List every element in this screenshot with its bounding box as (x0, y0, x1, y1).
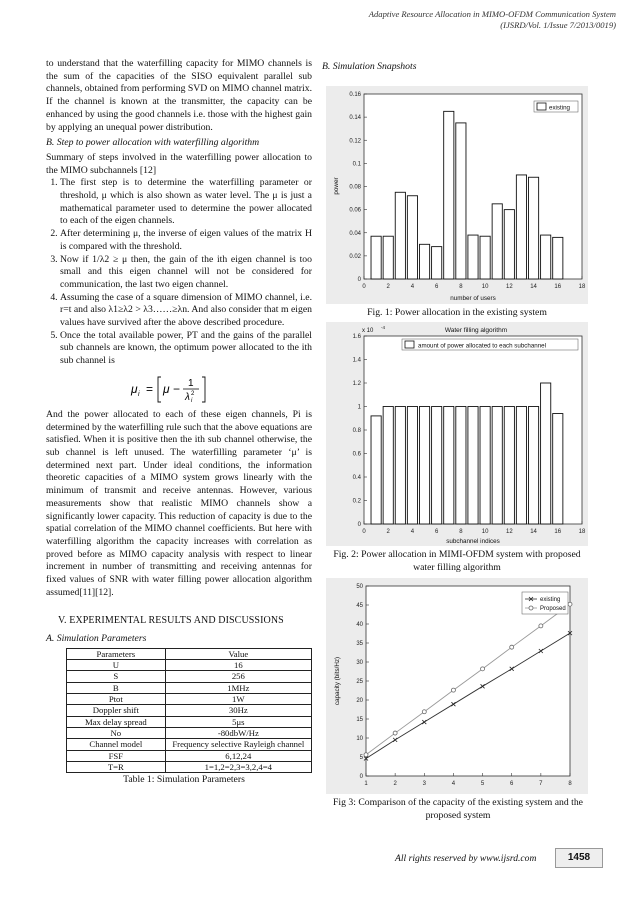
y-exponent-power: -4 (381, 325, 386, 330)
table-row (67, 705, 312, 716)
x-tick-label: 5 (480, 781, 485, 787)
section-heading-v: V. EXPERIMENTAL RESULTS AND DISCUSSIONS (58, 615, 284, 627)
x-tick-label: 12 (505, 284, 513, 290)
power-bar (383, 236, 393, 279)
eq-numerator: 1 (188, 377, 194, 389)
table-cell: 16 (165, 660, 311, 671)
body-paragraph: And the power allocated to each of these eigen channels, Pi is determined by the waterfilling rule such that the above equations are satisfied. When it is positive then the ith sub channel otherwise, the sub channel is left unused. The waterfilling parameter ‘μ’ is determined next part. Under ideal conditions, the information theoretic capacities of a MIMO system grows linearly with the minimum of transmit and receive antennas. However, various measurements show that realistic MIMO channels show a significantly lower capacity. This reduction of capacity is due to the spatial correlation of the MIMO channel coefficients. But here with waterfilling algorithm the capacity increases with correlation as proved before as MIMO capacity analysis with respect to linear increment in number of transmitting and receiving antennas for fixed values of SNR with water filling power allocation algorithm assumed[11][12]. (46, 408, 312, 598)
y-tick-label: 0.16 (349, 92, 361, 98)
subchannel-power-bar (407, 407, 417, 525)
power-bar (480, 236, 490, 279)
y-tick-label: 0.06 (349, 207, 361, 214)
data-point-proposed (393, 731, 397, 735)
table-row (67, 761, 312, 772)
data-point-proposed (510, 645, 514, 649)
legend-label: existing (540, 597, 561, 603)
data-point-proposed (481, 667, 485, 671)
y-tick-label: 10 (356, 736, 363, 742)
running-header (369, 9, 616, 31)
figure-3-capacity-comparison (326, 578, 588, 794)
power-bar (541, 235, 551, 279)
y-axis-label: capacity (bits/Hz) (334, 656, 341, 706)
table-row (67, 727, 312, 738)
figure-1-caption: Fig. 1: Power allocation in the existing system (367, 307, 547, 318)
subchannel-power-bar (419, 407, 429, 525)
y-tick-label: 0.8 (352, 428, 361, 434)
eq-den-sup: 2 (191, 390, 195, 397)
power-bar (371, 236, 381, 279)
table-row (67, 660, 312, 671)
eq-lhs-sub: i (138, 390, 140, 398)
table-header-cell: Parameters (67, 648, 166, 659)
footer-rights: All rights reserved by www.ijsrd.com (395, 853, 537, 864)
table-row (67, 682, 312, 693)
subsection-heading-b: B. Step to power allocation with waterfilling algorithm (46, 137, 260, 149)
x-tick-label: 16 (554, 529, 562, 535)
y-tick-label: 0 (357, 522, 361, 528)
y-tick-label: 50 (356, 584, 363, 590)
x-tick-label: 14 (530, 284, 537, 290)
x-tick-label: 2 (386, 284, 390, 290)
y-tick-label: 0.4 (352, 475, 361, 481)
y-tick-label: 0.1 (352, 161, 361, 168)
table-cell: -80dbW/Hz (165, 727, 311, 738)
x-tick-label: 8 (568, 781, 572, 787)
figure-2-caption: Fig. 2: Power allocation in MIMI-OFDM system with proposed water filling algorithm (333, 549, 581, 573)
subsection-heading-a: A. Simulation Parameters (46, 633, 147, 645)
x-tick-label: 0 (362, 529, 366, 535)
y-tick-label: 5 (359, 755, 363, 761)
step-item: 1. The first step is to determine the waterfilling parameter or threshold, μ which is also shown as water level. The μ is just a mathematical parameter used to determine the power allocated to each of the eigen channels. (60, 177, 312, 228)
y-tick-label: 40 (356, 622, 363, 628)
subchannel-power-bar (432, 407, 442, 525)
y-tick-label: 0.14 (349, 115, 361, 122)
subchannel-power-bar (383, 407, 393, 525)
x-tick-label: 0 (362, 284, 366, 290)
y-exponent-label: x 10 (362, 328, 374, 334)
x-tick-label: 2 (386, 529, 390, 535)
step-item: 2. After determining μ, the inverse of eigen values of the matrix H is compared with the threshold. (60, 228, 312, 253)
y-tick-label: 0.08 (349, 184, 361, 191)
subsection-heading-snapshots: B. Simulation Snapshots (322, 61, 417, 72)
x-tick-label: 4 (451, 781, 456, 787)
x-tick-label: 18 (578, 529, 586, 535)
table-cell: S (67, 671, 166, 682)
eq-right-bracket (202, 377, 205, 402)
y-tick-label: 0.2 (352, 498, 361, 505)
table-cell: 1MHz (165, 682, 311, 693)
table-row (67, 671, 312, 682)
x-tick-label: 14 (530, 529, 537, 535)
y-tick-label: 25 (356, 679, 363, 685)
x-tick-label: 6 (434, 529, 439, 535)
y-tick-label: 30 (356, 660, 363, 666)
header-title: Adaptive Resource Allocation in MIMO-OFDM Communication System (368, 9, 616, 19)
table-cell: T=R (67, 761, 166, 772)
table-row (67, 694, 312, 705)
y-tick-label: 0.12 (349, 138, 361, 145)
figure-2-power-proposed (326, 322, 588, 546)
power-bar (516, 175, 526, 279)
power-bar (504, 210, 514, 279)
table-cell: Doppler shift (67, 705, 166, 716)
x-axis-label: subchannel indices (446, 538, 500, 545)
steps-list (46, 177, 312, 368)
table-cell: Frequency selective Rayleigh channel (165, 739, 311, 750)
x-tick-label: 4 (410, 284, 415, 290)
table-cell: 30Hz (165, 705, 311, 716)
table-cell: Channel model (67, 739, 166, 750)
y-tick-label: 45 (356, 603, 363, 609)
left-column (46, 58, 312, 787)
table-cell: U (67, 660, 166, 671)
power-bar (395, 192, 405, 279)
power-bar (419, 244, 429, 279)
x-tick-label: 2 (393, 781, 397, 787)
figure-1-power-existing (326, 86, 588, 304)
summary-paragraph: Summary of steps involved in the waterfilling power allocation to the MIMO subchannels [12] (46, 151, 312, 176)
x-tick-label: 8 (459, 529, 463, 535)
power-bar (553, 237, 563, 279)
x-tick-label: 1 (364, 781, 368, 787)
subchannel-power-bar (395, 407, 405, 525)
header-citation: (IJSRD/Vol. 1/Issue 7/2013/0019) (500, 20, 616, 30)
table-caption: Table 1: Simulation Parameters (123, 774, 245, 786)
table-cell: 256 (165, 671, 311, 682)
subchannel-power-bar (468, 407, 478, 525)
right-column (322, 58, 594, 76)
table-cell: B (67, 682, 166, 693)
subchannel-power-bar (456, 407, 466, 525)
data-point-proposed (422, 710, 426, 714)
step-item: 4. Assuming the case of a square dimension of MIMO channel, i.e. r=t and also λ1≥λ2 > λ3……≥λn. And also consider that m eigen values have survived after the above described procedure. (60, 292, 312, 330)
x-tick-label: 6 (510, 781, 514, 787)
eq-denominator: λ (185, 391, 190, 403)
eq-left-bracket (158, 377, 161, 402)
table-cell: Max delay spread (67, 716, 166, 727)
x-tick-label: 10 (481, 284, 489, 290)
subchannel-power-bar (528, 407, 538, 525)
eq-minus: − (173, 381, 181, 396)
power-bar (528, 177, 538, 279)
y-tick-label: 15 (356, 717, 363, 723)
subchannel-power-bar (541, 383, 551, 524)
table-cell: 1=1,2=2,3=3,2,4=4 (165, 761, 311, 772)
y-tick-label: 1.4 (352, 357, 361, 364)
figure-3-caption: Fig 3: Comparison of the capacity of the existing system and the proposed system (333, 797, 583, 821)
x-axis-label: number of users (450, 295, 496, 302)
y-tick-label: 0.04 (349, 230, 361, 237)
data-point-proposed (568, 602, 572, 606)
y-tick-label: 1.6 (352, 334, 361, 340)
table-cell: 1W (165, 694, 311, 705)
table-cell: FSF (67, 750, 166, 761)
eq-mu: μ (163, 381, 170, 396)
chart-title: Water filling algorithm (444, 327, 508, 334)
data-point-proposed (451, 688, 455, 692)
subchannel-power-bar (553, 414, 563, 524)
y-axis-label: power (333, 177, 340, 195)
equation-graphic (119, 373, 239, 405)
y-tick-label: 35 (356, 641, 363, 647)
simulation-parameters-table (66, 648, 312, 773)
power-bar (432, 247, 442, 279)
table-header-row (67, 648, 312, 659)
step-item: 3. Now if 1/λ2 ≥ μ then, the gain of the ith eigen channel is too small and this eigen channel will not be considered for communication, the last two eigen channel. (60, 254, 312, 292)
y-tick-label: 20 (356, 698, 363, 704)
table-cell: Ptot (67, 694, 166, 705)
legend-label: existing (549, 104, 570, 112)
x-tick-label: 10 (481, 529, 489, 535)
y-tick-label: 0.02 (349, 253, 361, 260)
x-tick-label: 12 (505, 529, 513, 535)
power-equation (46, 373, 312, 403)
data-point-proposed (539, 624, 543, 628)
power-bar (456, 123, 466, 279)
subchannel-power-bar (371, 416, 381, 524)
table-row (67, 750, 312, 761)
x-tick-label: 8 (459, 284, 463, 290)
data-point-proposed (364, 753, 368, 757)
x-tick-label: 3 (422, 781, 426, 787)
step-item: 5. Once the total available power, PT and the gains of the parallel sub channels are known, the optimum power allocated to the ith sub channel is (60, 330, 312, 368)
x-tick-label: 6 (434, 284, 439, 290)
legend-label: amount of power allocated to each subchannel (418, 342, 546, 350)
table-cell: 5μs (165, 716, 311, 727)
power-bar (468, 235, 478, 279)
subchannel-power-bar (516, 407, 526, 525)
y-tick-label: 1 (357, 404, 361, 411)
subchannel-power-bar (504, 407, 514, 525)
page-number: 1458 (555, 848, 603, 868)
power-bar (407, 196, 417, 279)
subchannel-power-bar (480, 407, 490, 525)
y-tick-label: 0 (359, 774, 363, 780)
y-tick-label: 0 (357, 277, 361, 283)
x-tick-label: 18 (578, 284, 586, 290)
subchannel-power-bar (492, 407, 502, 525)
y-tick-label: 0.6 (352, 451, 361, 458)
table-row (67, 739, 312, 750)
x-tick-label: 7 (539, 781, 543, 787)
plot-area (366, 586, 570, 776)
y-tick-label: 1.2 (352, 381, 361, 387)
table-cell: No (67, 727, 166, 738)
x-tick-label: 16 (554, 284, 562, 290)
eq-equals: = (146, 381, 154, 396)
intro-paragraph: to understand that the waterfilling capacity for MIMO channels is the sum of the capacities of the SISO equivalent parallel sub channels, obtained from performing SVD on MIMO channel matrix. If the channel is known at the transmitter, the capacity can be enhanced by using the good channels i.e. those with the highest gain by applying an unequal power distribution. (46, 58, 312, 133)
legend-swatch (405, 341, 414, 348)
legend-label: Proposed (540, 606, 566, 612)
table-header-cell: Value (165, 648, 311, 659)
subchannel-power-bar (444, 407, 454, 525)
legend-marker-proposed (529, 606, 533, 610)
table-row (67, 716, 312, 727)
power-bar (444, 111, 454, 279)
table-cell: 6,12,24 (165, 750, 311, 761)
eq-lhs: μ (131, 381, 138, 396)
eq-den-sub: i (191, 397, 193, 404)
x-tick-label: 4 (410, 529, 415, 535)
legend-swatch (537, 103, 546, 110)
power-bar (492, 204, 502, 279)
